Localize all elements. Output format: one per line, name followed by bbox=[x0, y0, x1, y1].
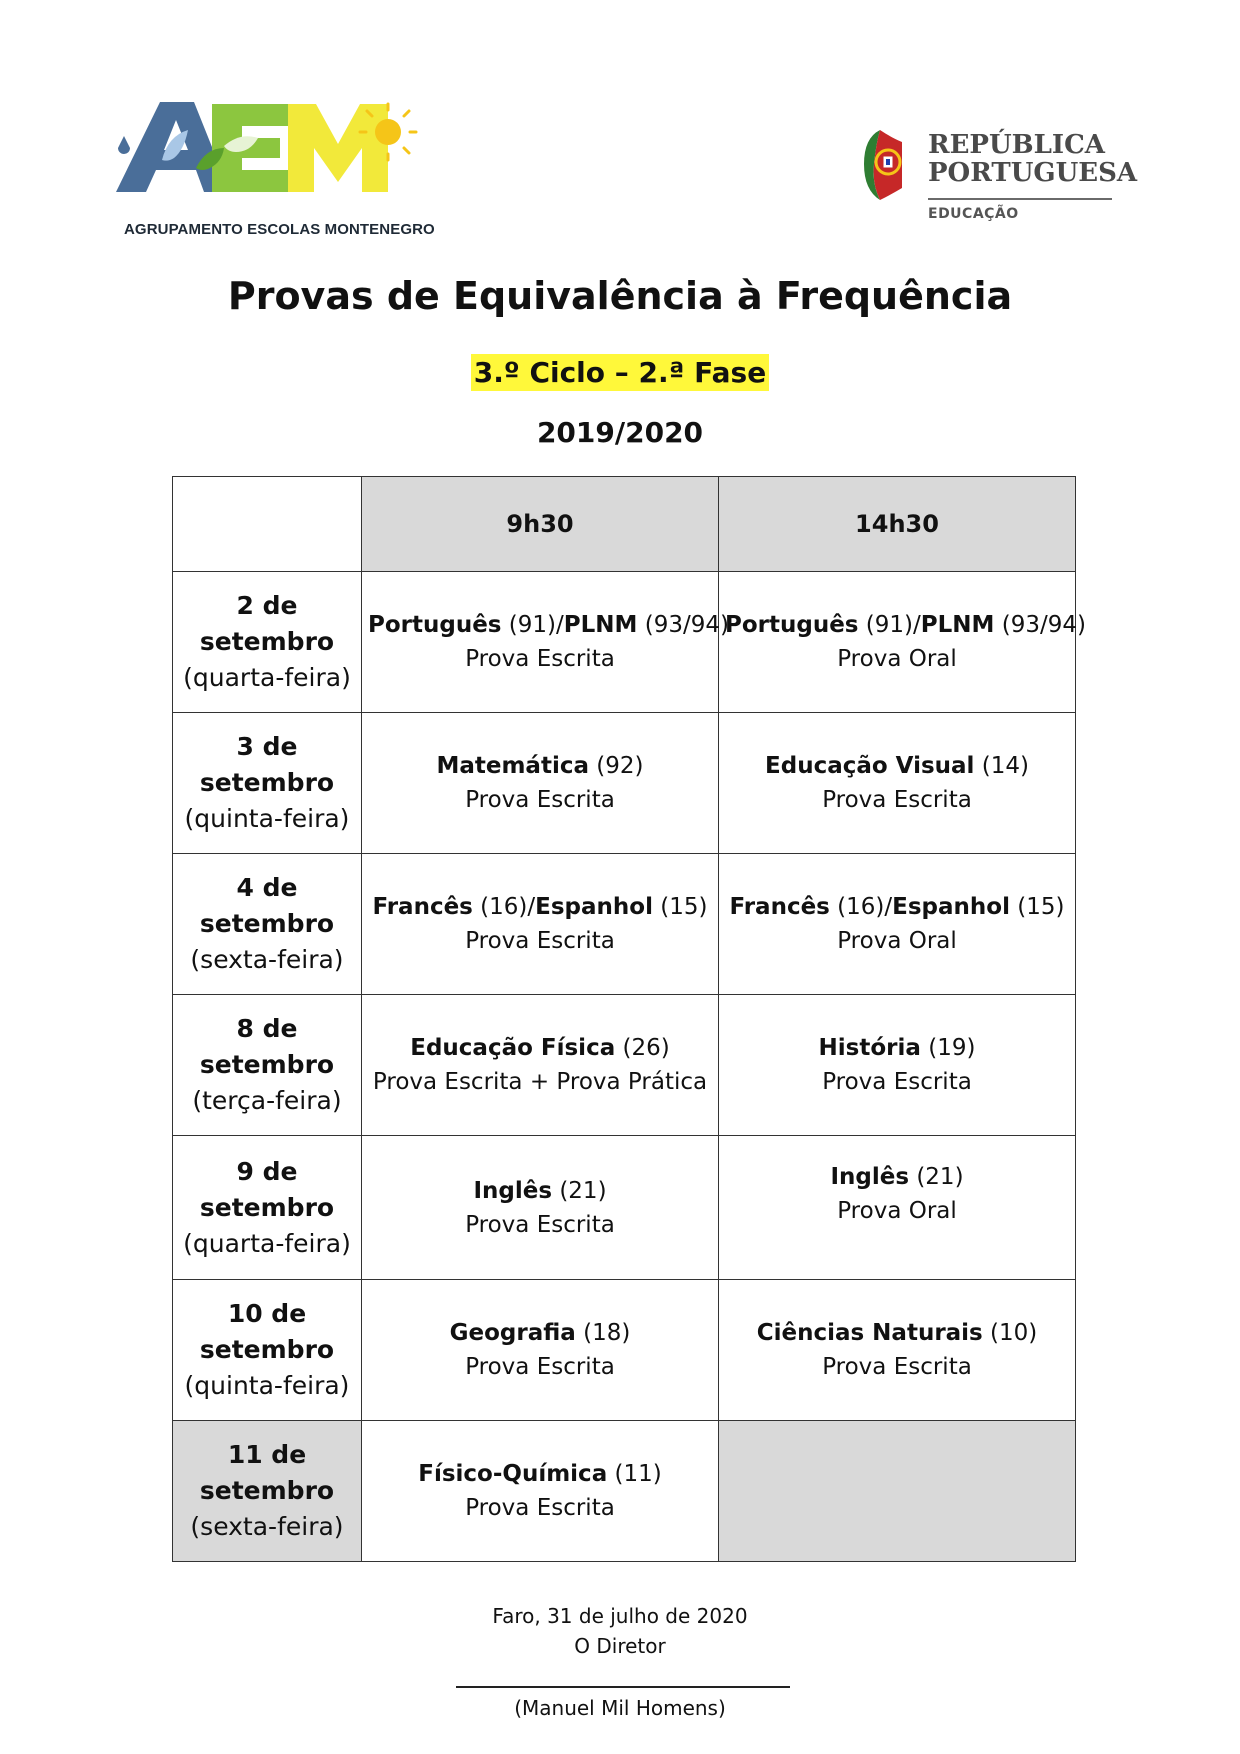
exam-cell-afternoon bbox=[719, 1280, 1076, 1421]
exam-type: Prova Oral bbox=[837, 1198, 957, 1224]
exam-cell-afternoon bbox=[719, 572, 1086, 713]
exam-cell-morning bbox=[362, 854, 719, 995]
date-cell bbox=[173, 1280, 362, 1421]
exam-subject: Francês bbox=[372, 894, 473, 920]
exam-code: (26) bbox=[615, 1035, 670, 1061]
page-subtitle: 3.º Ciclo – 2.ª Fase bbox=[471, 354, 769, 391]
exam-code: (91)/ bbox=[858, 612, 921, 638]
exam-code: (16)/ bbox=[472, 894, 536, 920]
exam-code: (14) bbox=[974, 753, 1029, 779]
exam-subject-line bbox=[368, 749, 712, 783]
date-label: 2 de setembro bbox=[199, 591, 335, 656]
exam-type: Prova Escrita + Prova Prática bbox=[372, 1069, 708, 1095]
date-cell bbox=[173, 713, 362, 854]
water-drop-icon bbox=[118, 136, 130, 154]
exam-type: Prova Escrita bbox=[822, 1354, 972, 1380]
exam-cell-afternoon bbox=[719, 1421, 1076, 1562]
exam-subject: Português bbox=[368, 612, 502, 638]
exam-code: (92) bbox=[589, 753, 644, 779]
table-row bbox=[173, 1421, 1076, 1562]
letter-m-shape bbox=[288, 104, 388, 192]
exam-code: (16)/ bbox=[829, 894, 893, 920]
exam-type: Prova Escrita bbox=[465, 1211, 615, 1238]
exam-code: (15) bbox=[1009, 894, 1065, 920]
signature-line bbox=[456, 1686, 790, 1688]
exam-subject-line bbox=[725, 1031, 1069, 1065]
footer-role: O Diretor bbox=[574, 1634, 666, 1658]
date-label: 9 de setembro bbox=[199, 1156, 335, 1222]
date-cell bbox=[173, 1421, 362, 1562]
exam-subject: Ciências Naturais bbox=[756, 1320, 983, 1346]
exam-subject-line bbox=[368, 1174, 712, 1208]
exam-subject: Geografia bbox=[449, 1320, 576, 1346]
exam-subject-line bbox=[368, 890, 712, 924]
exam-code: (21) bbox=[552, 1177, 607, 1204]
table-row bbox=[173, 995, 1076, 1136]
exam-subject-line bbox=[368, 1316, 712, 1350]
weekday-label: (quarta-feira) bbox=[183, 1228, 351, 1258]
exam-cell-morning bbox=[362, 1136, 719, 1280]
exam-subject: História bbox=[818, 1035, 921, 1061]
header-cell-morning: 9h30 bbox=[362, 477, 719, 572]
table-row bbox=[173, 1136, 1076, 1280]
exam-subject-line bbox=[725, 608, 1086, 642]
table-header-row bbox=[173, 477, 1076, 572]
aem-logo-graphic bbox=[112, 102, 472, 220]
weekday-label: (terça-feira) bbox=[192, 1086, 342, 1115]
exam-subject-line bbox=[725, 749, 1069, 783]
weekday-label: (quinta-feira) bbox=[184, 1371, 350, 1400]
exam-type: Prova Escrita bbox=[465, 928, 615, 954]
header-cell-date bbox=[173, 477, 362, 572]
exam-type: Prova Escrita bbox=[822, 1069, 972, 1095]
portugal-emblem-icon bbox=[862, 128, 918, 202]
footer-signatory: (Manuel Mil Homens) bbox=[514, 1696, 726, 1720]
exam-cell-afternoon bbox=[719, 713, 1076, 854]
table-row bbox=[173, 572, 1076, 713]
date-label: 3 de setembro bbox=[199, 732, 335, 797]
exam-subject: PLNM bbox=[563, 612, 638, 638]
exam-subject-line bbox=[725, 1316, 1069, 1350]
table-row bbox=[173, 1280, 1076, 1421]
table-row bbox=[173, 713, 1076, 854]
government-logo-sub: EDUCAÇÃO bbox=[928, 206, 1019, 222]
exam-type: Prova Escrita bbox=[465, 1495, 615, 1521]
exam-type: Prova Escrita bbox=[465, 787, 615, 813]
exam-subject: Educação Física bbox=[410, 1035, 616, 1061]
exam-type: Prova Escrita bbox=[465, 646, 615, 672]
school-year: 2019/2020 bbox=[536, 416, 704, 449]
exam-type: Prova Escrita bbox=[465, 1354, 615, 1380]
sun-icon bbox=[375, 119, 401, 145]
page-title: Provas de Equivalência à Frequência bbox=[227, 274, 1013, 318]
table-row bbox=[173, 854, 1076, 995]
date-label: 4 de setembro bbox=[199, 873, 335, 938]
exam-code: (93/94) bbox=[994, 612, 1086, 638]
exam-subject-line bbox=[368, 1457, 712, 1491]
exam-type: Prova Oral bbox=[837, 928, 957, 954]
date-label: 10 de setembro bbox=[199, 1299, 335, 1364]
exam-subject: Português bbox=[725, 612, 859, 638]
exam-cell-afternoon bbox=[719, 1136, 1076, 1280]
weekday-label: (sexta-feira) bbox=[190, 945, 344, 974]
government-logo bbox=[862, 126, 1138, 236]
school-logo-caption: AGRUPAMENTO ESCOLAS MONTENEGRO bbox=[124, 221, 435, 238]
date-cell bbox=[173, 1136, 362, 1280]
weekday-label: (sexta-feira) bbox=[190, 1512, 344, 1541]
exam-subject: Espanhol bbox=[535, 894, 653, 920]
government-logo-divider bbox=[928, 198, 1112, 200]
exam-cell-afternoon bbox=[719, 854, 1076, 995]
exam-subject: Físico-Química bbox=[418, 1461, 608, 1487]
weekday-label: (quarta-feira) bbox=[183, 663, 351, 692]
date-label: 11 de setembro bbox=[199, 1440, 335, 1505]
school-logo bbox=[112, 102, 472, 242]
exam-subject: Espanhol bbox=[892, 894, 1010, 920]
exam-schedule-table bbox=[172, 476, 1086, 1562]
exam-subject: Matemática bbox=[436, 753, 589, 779]
exam-code: (19) bbox=[920, 1035, 976, 1061]
date-label: 8 de setembro bbox=[199, 1014, 335, 1079]
exam-cell-afternoon bbox=[719, 995, 1076, 1136]
exam-subject: Inglês bbox=[473, 1177, 553, 1204]
exam-subject: PLNM bbox=[920, 612, 995, 638]
exam-subject-line bbox=[368, 608, 729, 642]
exam-code: (11) bbox=[607, 1461, 662, 1487]
exam-code: (21) bbox=[909, 1164, 964, 1190]
footer-place-date: Faro, 31 de julho de 2020 bbox=[492, 1604, 748, 1628]
exam-cell-morning bbox=[362, 572, 729, 713]
date-cell bbox=[173, 572, 362, 713]
exam-code: (91)/ bbox=[501, 612, 564, 638]
exam-subject-line bbox=[725, 1160, 1069, 1194]
weekday-label: (quinta-feira) bbox=[184, 804, 350, 833]
date-cell bbox=[173, 995, 362, 1136]
exam-type: Prova Escrita bbox=[822, 787, 972, 813]
exam-cell-morning bbox=[362, 1280, 719, 1421]
subtitle-wrap bbox=[0, 354, 1240, 391]
exam-subject-line bbox=[725, 890, 1069, 924]
exam-code: (93/94) bbox=[637, 612, 729, 638]
header-cell-afternoon: 14h30 bbox=[719, 477, 1076, 572]
exam-code: (10) bbox=[982, 1320, 1038, 1346]
exam-subject-line bbox=[368, 1031, 712, 1065]
exam-type: Prova Oral bbox=[837, 646, 957, 672]
letter-e-shape bbox=[212, 104, 288, 192]
exam-subject: Educação Visual bbox=[765, 753, 975, 779]
exam-cell-morning bbox=[362, 713, 719, 854]
exam-code: (18) bbox=[575, 1320, 631, 1346]
government-logo-line2: PORTUGUESA bbox=[928, 158, 1138, 188]
exam-subject: Francês bbox=[729, 894, 830, 920]
exam-code: (15) bbox=[652, 894, 708, 920]
government-logo-line1: REPÚBLICA bbox=[928, 130, 1105, 160]
exam-subject: Inglês bbox=[830, 1164, 910, 1190]
date-cell bbox=[173, 854, 362, 995]
exam-cell-morning bbox=[362, 995, 719, 1136]
exam-cell-morning bbox=[362, 1421, 719, 1562]
